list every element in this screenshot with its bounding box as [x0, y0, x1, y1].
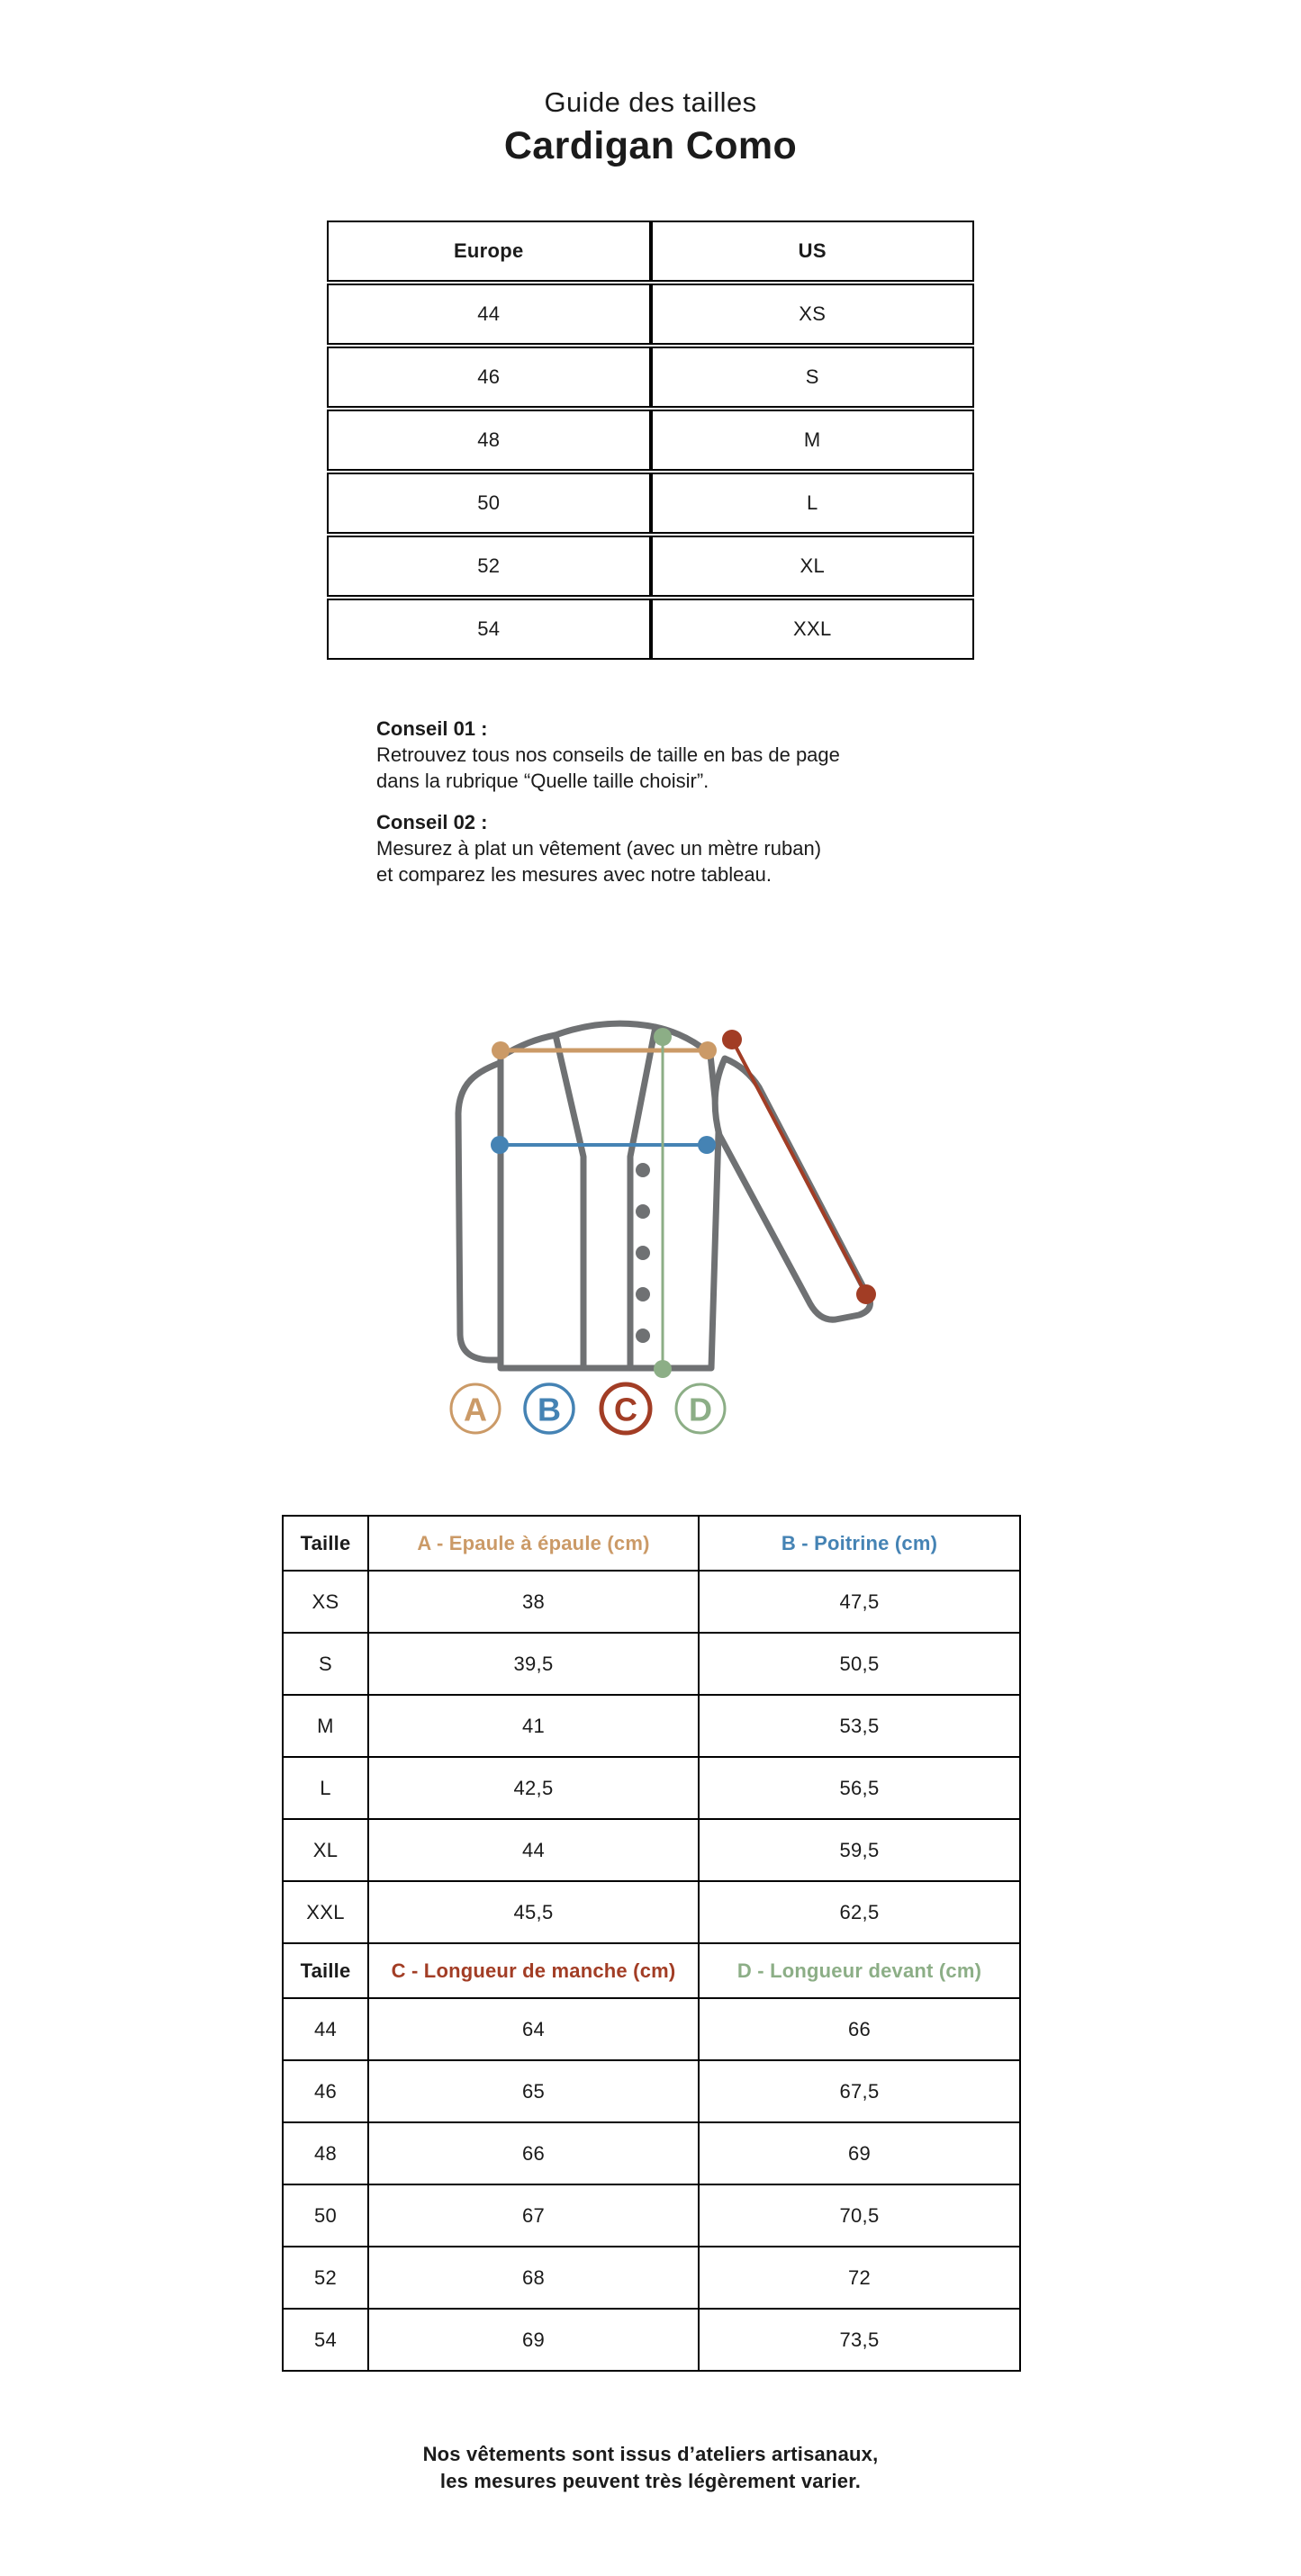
col-header-shoulder: A - Epaule à épaule (cm) [368, 1516, 699, 1571]
cardigan-body [501, 1023, 718, 1368]
table-row [327, 473, 974, 534]
size-cell: S [283, 1633, 368, 1695]
measure-dot-b [491, 1136, 509, 1154]
measure-dot-c [722, 1030, 742, 1049]
page-subtitle: Guide des tailles [544, 86, 757, 118]
table-row [327, 284, 974, 345]
tips-section [376, 716, 881, 887]
measure-row [283, 1571, 1020, 1633]
size-eu-cell: 48 [327, 410, 651, 471]
col-header-europe: Europe [327, 221, 651, 282]
value-cell: 41 [368, 1695, 699, 1757]
measure-dot-a [699, 1041, 717, 1059]
size-cell: M [283, 1695, 368, 1757]
measure-dot-c [856, 1284, 876, 1304]
measure-row [283, 2247, 1020, 2309]
measure-row [283, 1695, 1020, 1757]
value-cell: 73,5 [699, 2309, 1020, 2371]
value-cell: 70,5 [699, 2184, 1020, 2247]
size-eu-cell: 44 [327, 284, 651, 345]
value-cell: 56,5 [699, 1757, 1020, 1819]
measure-legend [451, 1384, 725, 1433]
size-cell: 48 [283, 2122, 368, 2184]
legend-letter-a: A [464, 1391, 487, 1428]
tip-text-line: Retrouvez tous nos conseils de taille en bas de page [376, 743, 840, 766]
size-cell: 50 [283, 2184, 368, 2247]
col-header-taille: Taille [283, 1943, 368, 1998]
button-dot [636, 1329, 650, 1343]
size-cell: XL [283, 1819, 368, 1881]
col-header-front-length: D - Longueur devant (cm) [699, 1943, 1020, 1998]
col-header-chest: B - Poitrine (cm) [699, 1516, 1020, 1571]
size-us-cell: M [651, 410, 975, 471]
value-cell: 42,5 [368, 1757, 699, 1819]
footer-note-line: Nos vêtements sont issus d’ateliers artisanaux, [422, 2443, 879, 2465]
value-cell: 45,5 [368, 1881, 699, 1943]
measure-dot-d [654, 1028, 672, 1046]
size-eu-cell: 50 [327, 473, 651, 534]
value-cell: 59,5 [699, 1819, 1020, 1881]
button-dot [636, 1287, 650, 1302]
table-row [327, 410, 974, 471]
size-us-cell: XS [651, 284, 975, 345]
value-cell: 66 [368, 2122, 699, 2184]
table-row [327, 536, 974, 597]
value-cell: 69 [699, 2122, 1020, 2184]
footer-note [0, 2441, 1301, 2495]
measure-row [283, 1881, 1020, 1943]
tip-text-line: dans la rubrique “Quelle taille choisir”. [376, 770, 709, 792]
measure-header-row-ab [283, 1516, 1020, 1571]
value-cell: 44 [368, 1819, 699, 1881]
page-title: Cardigan Como [503, 124, 798, 167]
footer-note-line: les mesures peuvent très légèrement varier. [439, 2470, 862, 2492]
measure-row [283, 1757, 1020, 1819]
value-cell: 69 [368, 2309, 699, 2371]
value-cell: 67 [368, 2184, 699, 2247]
tip-block-02 [376, 809, 881, 887]
value-cell: 67,5 [699, 2060, 1020, 2122]
col-header-taille: Taille [283, 1516, 368, 1571]
value-cell: 50,5 [699, 1633, 1020, 1695]
cardigan-measurement-diagram [414, 986, 909, 1440]
tip-label: Conseil 01 : [376, 717, 488, 740]
col-header-sleeve-length: C - Longueur de manche (cm) [368, 1943, 699, 1998]
size-us-cell: S [651, 347, 975, 408]
value-cell: 62,5 [699, 1881, 1020, 1943]
col-header-us: US [651, 221, 975, 282]
tip-text-line: et comparez les mesures avec notre tableau. [376, 863, 772, 886]
measure-dot-a [492, 1041, 510, 1059]
tip-block-01 [376, 716, 881, 794]
table-row [327, 599, 974, 660]
value-cell: 72 [699, 2247, 1020, 2309]
size-eu-cell: 54 [327, 599, 651, 660]
value-cell: 68 [368, 2247, 699, 2309]
size-cell: 46 [283, 2060, 368, 2122]
measure-row [283, 2122, 1020, 2184]
value-cell: 38 [368, 1571, 699, 1633]
value-cell: 39,5 [368, 1633, 699, 1695]
size-cell: 54 [283, 2309, 368, 2371]
size-eu-cell: 46 [327, 347, 651, 408]
button-dot [636, 1204, 650, 1219]
measure-row [283, 1819, 1020, 1881]
size-us-cell: L [651, 473, 975, 534]
value-cell: 66 [699, 1998, 1020, 2060]
measurements-table [282, 1515, 1021, 2372]
measure-row [283, 1633, 1020, 1695]
legend-letter-b: B [538, 1391, 561, 1428]
table-header-row [327, 221, 974, 282]
measure-row [283, 2060, 1020, 2122]
measure-header-row-cd [283, 1943, 1020, 1998]
measure-row [283, 2309, 1020, 2371]
size-cell: L [283, 1757, 368, 1819]
size-cell: XXL [283, 1881, 368, 1943]
tip-label: Conseil 02 : [376, 811, 488, 833]
size-conversion-table [327, 219, 974, 662]
tip-text-line: Mesurez à plat un vêtement (avec un mètre ruban) [376, 837, 822, 860]
size-cell: XS [283, 1571, 368, 1633]
cardigan-right-sleeve [715, 1058, 870, 1320]
value-cell: 64 [368, 1998, 699, 2060]
table-row [327, 347, 974, 408]
legend-letter-c: C [614, 1391, 637, 1428]
measure-dot-d [654, 1360, 672, 1378]
measure-dot-b [698, 1136, 716, 1154]
legend-letter-d: D [689, 1391, 712, 1428]
button-dot [636, 1246, 650, 1260]
measure-row [283, 1998, 1020, 2060]
button-dot [636, 1163, 650, 1177]
size-eu-cell: 52 [327, 536, 651, 597]
measure-row [283, 2184, 1020, 2247]
size-cell: 44 [283, 1998, 368, 2060]
value-cell: 65 [368, 2060, 699, 2122]
size-cell: 52 [283, 2247, 368, 2309]
size-us-cell: XXL [651, 599, 975, 660]
size-us-cell: XL [651, 536, 975, 597]
value-cell: 53,5 [699, 1695, 1020, 1757]
value-cell: 47,5 [699, 1571, 1020, 1633]
